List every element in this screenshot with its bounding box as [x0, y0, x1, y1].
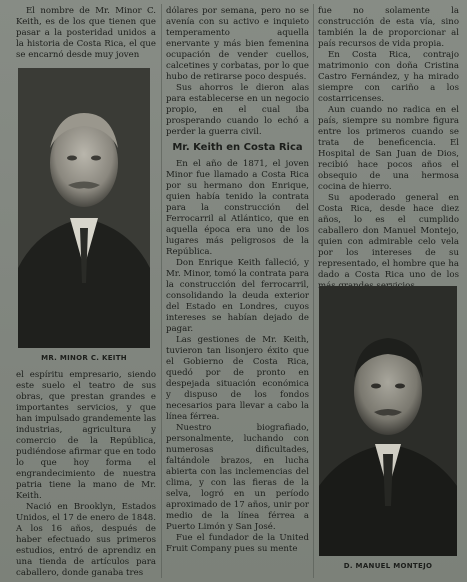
column-divider: [161, 4, 162, 578]
col2-paragraph: Sus ahorros le dieron alas para establecerse en un negocio propio, en el cual iba prosperando cuando lo echó a perder la guerra civil.: [166, 83, 309, 137]
portrait-caption-keith: MR. MINOR C. KEITH: [41, 354, 127, 362]
portrait-minor-keith: [18, 68, 150, 348]
portrait-image: [319, 286, 457, 556]
column-3: [318, 0, 459, 292]
section-heading: Mr. Keith en Costa Rica: [172, 142, 303, 153]
col2-paragraph: Fue el fundador de la United Fruit Company pues su mente: [166, 533, 309, 554]
col2-paragraph: Las gestiones de Mr. Keith, tuvieron tan lisonjero éxito que el Gobierno de Costa Rica, quedó por de pronto en despejada situación económica y dispuso de los fondos necesarios para llevar a cabo la línea férrea.: [166, 335, 309, 422]
col1-paragraph: Nació en Brooklyn, Estados Unidos, el 17 de enero de 1848. A los 16 años, después de haber efectuado sus primeros estudios, entró de aprendiz en una tienda de artículos para caballero, donde ganaba tres: [16, 502, 156, 578]
col3-paragraph: Aun cuando no radica en el país, siempre su nombre figura entre los primeros cuando se trata de beneficencia. El Hospital de San Juan de Dios, recibió hace pocos años el obsequio de una hermosa cocina de hierro.: [318, 105, 459, 192]
portrait-caption-montejo: D. MANUEL MONTEJO: [343, 562, 433, 570]
col3-paragraph: fue no solamente la construcción de esta vía, sino también la de proporcionar al país recursos de vida propia.: [318, 6, 459, 49]
col1-paragraph: el espíritu empresario, siendo este suelo el teatro de sus obras, que prestan grandes e importantes servicios, y que han impulsado grandemente las industrias, agricultura y comercio de la República, pudiéndose afirmar que en todo lo que hoy forma el engrandecimiento de nuestra patria tiene la mano de Mr. Keith.: [16, 370, 156, 501]
col3-paragraph: Su apoderado general en Costa Rica, desde hace diez años, lo es el cumplido caballero don Manuel Montejo, quien con admirable celo vela por los intereses de su representado, el hombre que ha dado a Costa Rica uno de los: [318, 193, 459, 280]
portrait-image: [18, 68, 150, 348]
col2-paragraph: Nuestro biografiado, personalmente, luchando con numerosas dificultades, faltándole brazos, en lucha abierta con las inclemencias del clima, y con las fieras de la selva, logró en un período aproximado de 17 años, unir por medio de la línea férrea a Puerto Limón y San José.: [166, 423, 309, 532]
column-divider: [313, 4, 314, 578]
col3-paragraph: En Costa Rica, contrajo matrimonio con doña Cristina Castro Fernández, y ha mirado siempre con cariño a los costarricenses.: [318, 50, 459, 104]
portrait-manuel-montejo: [319, 286, 457, 556]
col2-paragraph: En el año de 1871, el joven Minor fue llamado a Costa Rica por su hermano don Enrique, quien había tenido la contrata para la construcción del Ferrocarril al Atlántico, que en aquella época era uno de los lugares más peligrosos de la República.: [166, 159, 309, 257]
col2-paragraph: Don Enrique Keith falleció, y Mr. Minor, tomó la contrata para la construcción del ferrocarril, consolidando la deuda exterior del Estado en Londres, cuyos intereses se habían dejado de pagar.: [166, 258, 309, 334]
col2-paragraph: dólares por semana, pero no se avenía con su activo e inquieto temperamento aquella enervante y más bien femenina ocupación de vender cuellos, calcetines y corbatas, por lo que hubo de retirarse poco después.: [166, 6, 309, 82]
column-2: [166, 0, 309, 555]
col1-intro-paragraph: El nombre de Mr. Minor C. Keith, es de los que tienen que pasar a la posteridad unidos a la historia de Costa Rica, el que se encarnó desde muy joven: [16, 6, 156, 60]
